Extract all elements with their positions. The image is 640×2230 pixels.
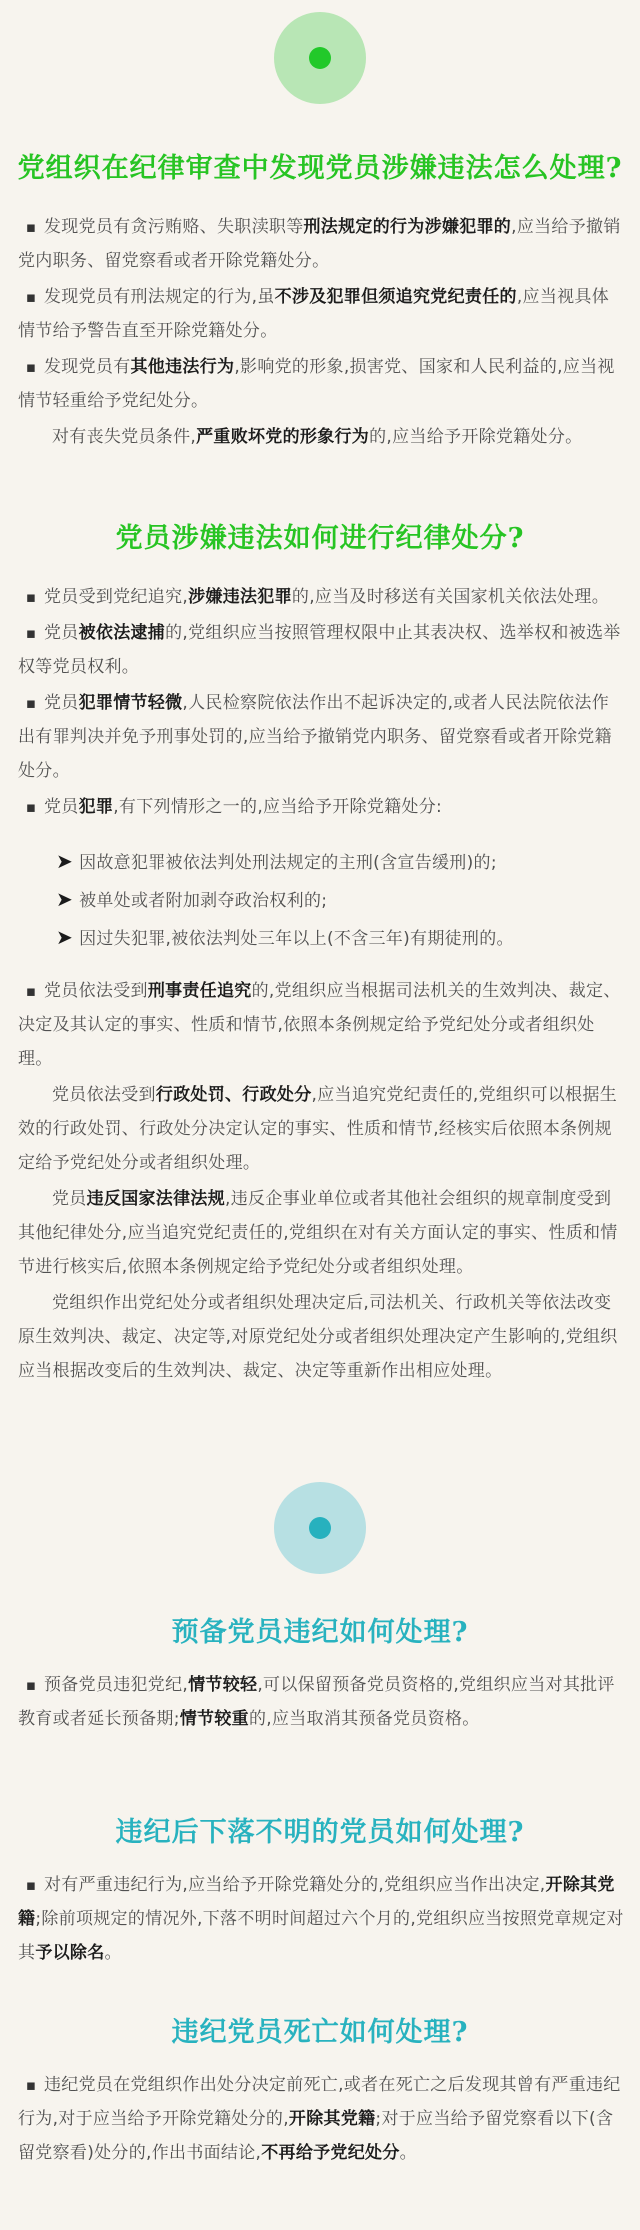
bullet-icon: ▪ bbox=[25, 982, 37, 1000]
section4-title: 违纪后下落不明的党员如何处理? bbox=[115, 1817, 525, 1848]
teal-circle-icon bbox=[274, 1482, 366, 1574]
section2-paragraph-2: 党员违反国家法律法规,违反企事业单位或者其他社会组织的规章制度受到其他纪律处分,应当追究党纪责任的,党组织在对有关方面认定的事实、性质和情节进行核实后,依照本条例规定给予党纪处分或者组织处理。 bbox=[18, 1189, 618, 1277]
teal-dot-icon bbox=[309, 1517, 331, 1539]
section2-title: 党员涉嫌违法如何进行纪律处分? bbox=[115, 523, 525, 554]
section3-title: 预备党员违纪如何处理? bbox=[171, 1617, 469, 1648]
section5-title: 违纪党员死亡如何处理? bbox=[171, 2017, 469, 2048]
bullet-icon: ▪ bbox=[25, 218, 37, 236]
bullet-icon: ▪ bbox=[25, 624, 37, 642]
section2-bullet-5: ▪ 党员依法受到刑事责任追究的,党组织应当根据司法机关的生效判决、裁定、决定及其认定的事实、性质和情节,依照本条例规定给予党纪处分或者组织处理。 bbox=[18, 974, 624, 1076]
section1-title: 党组织在纪律审查中发现党员涉嫌违法怎么处理? bbox=[17, 153, 623, 184]
section2-body bbox=[18, 580, 624, 1390]
bullet-icon: ▪ bbox=[25, 2076, 37, 2094]
arrow-right-icon: ➤ bbox=[56, 925, 74, 949]
green-circle-icon bbox=[274, 12, 366, 104]
section2-bullet-1: ▪ 党员受到党纪追究,涉嫌违法犯罪的,应当及时移送有关国家机关依法处理。 bbox=[18, 580, 624, 614]
arrow-item-1: ➤ 因故意犯罪被依法判处刑法规定的主刑(含宣告缓刑)的; bbox=[56, 849, 497, 873]
section5-body bbox=[18, 2068, 624, 2172]
section2-bullet-3: ▪ 党员犯罪情节轻微,人民检察院依法作出不起诉决定的,或者人民法院依法作出有罪判决并免予刑事处罚的,应当给予撤销党内职务、留党察看或者开除党籍处分。 bbox=[18, 686, 624, 788]
section4-bullet-1: ▪ 对有严重违纪行为,应当给予开除党籍处分的,党组织应当作出决定,开除其党籍;除前项规定的情况外,下落不明时间超过六个月的,党组织应当按照党章规定对其予以除名。 bbox=[18, 1868, 624, 1970]
section4-body bbox=[18, 1868, 624, 1972]
section1-bullet-3: ▪ 发现党员有其他违法行为,影响党的形象,损害党、国家和人民利益的,应当视情节轻重给予党纪处分。 bbox=[18, 350, 624, 418]
bullet-icon: ▪ bbox=[25, 358, 37, 376]
section5-bullet-1: ▪ 违纪党员在党组织作出处分决定前死亡,或者在死亡之后发现其曾有严重违纪行为,对于应当给予开除党籍处分的,开除其党籍;对于应当给予留党察看以下(含留党察看)处分的,作出书面结论,不再给予党纪处分。 bbox=[18, 2068, 624, 2170]
arrow-right-icon: ➤ bbox=[56, 849, 74, 873]
section1-paragraph-1: 对有丧失党员条件,严重败坏党的形象行为的,应当给予开除党籍处分。 bbox=[52, 427, 583, 447]
bullet-icon: ▪ bbox=[25, 588, 37, 606]
section3-bullet-1: ▪ 预备党员违犯党纪,情节较轻,可以保留预备党员资格的,党组织应当对其批评教育或者延长预备期;情节较重的,应当取消其预备党员资格。 bbox=[18, 1668, 624, 1736]
arrow-item-2: ➤ 被单处或者附加剥夺政治权利的; bbox=[56, 887, 328, 911]
section2-paragraph-3: 党组织作出党纪处分或者组织处理决定后,司法机关、行政机关等依法改变原生效判决、裁定、决定等,对原党纪处分或者组织处理决定产生影响的,党组织应当根据改变后的生效判决、裁定、决定等重新作出相应处理。 bbox=[18, 1293, 618, 1381]
section1-bullet-1: ▪ 发现党员有贪污贿赂、失职渎职等刑法规定的行为涉嫌犯罪的,应当给予撤销党内职务、留党察看或者开除党籍处分。 bbox=[18, 210, 624, 278]
arrow-item-3: ➤ 因过失犯罪,被依法判处三年以上(不含三年)有期徒刑的。 bbox=[56, 925, 514, 949]
bullet-icon: ▪ bbox=[25, 798, 37, 816]
section1-body bbox=[18, 210, 624, 456]
bullet-icon: ▪ bbox=[25, 1676, 37, 1694]
section2-paragraph-1: 党员依法受到行政处罚、行政处分,应当追究党纪责任的,党组织可以根据生效的行政处罚、行政处分决定认定的事实、性质和情节,经核实后依照本条例规定给予党纪处分或者组织处理。 bbox=[18, 1085, 618, 1173]
section2-bullet-2: ▪ 党员被依法逮捕的,党组织应当按照管理权限中止其表决权、选举权和被选举权等党员权利。 bbox=[18, 616, 624, 684]
bullet-icon: ▪ bbox=[25, 288, 37, 306]
bullet-icon: ▪ bbox=[25, 694, 37, 712]
green-dot-icon bbox=[309, 47, 331, 69]
arrow-right-icon: ➤ bbox=[56, 887, 74, 911]
section2-bullet-4: ▪ 党员犯罪,有下列情形之一的,应当给予开除党籍处分: bbox=[18, 790, 624, 824]
section3-body bbox=[18, 1668, 624, 1738]
section1-bullet-2: ▪ 发现党员有刑法规定的行为,虽不涉及犯罪但须追究党纪责任的,应当视具体情节给予警告直至开除党籍处分。 bbox=[18, 280, 624, 348]
bullet-icon: ▪ bbox=[25, 1876, 37, 1894]
